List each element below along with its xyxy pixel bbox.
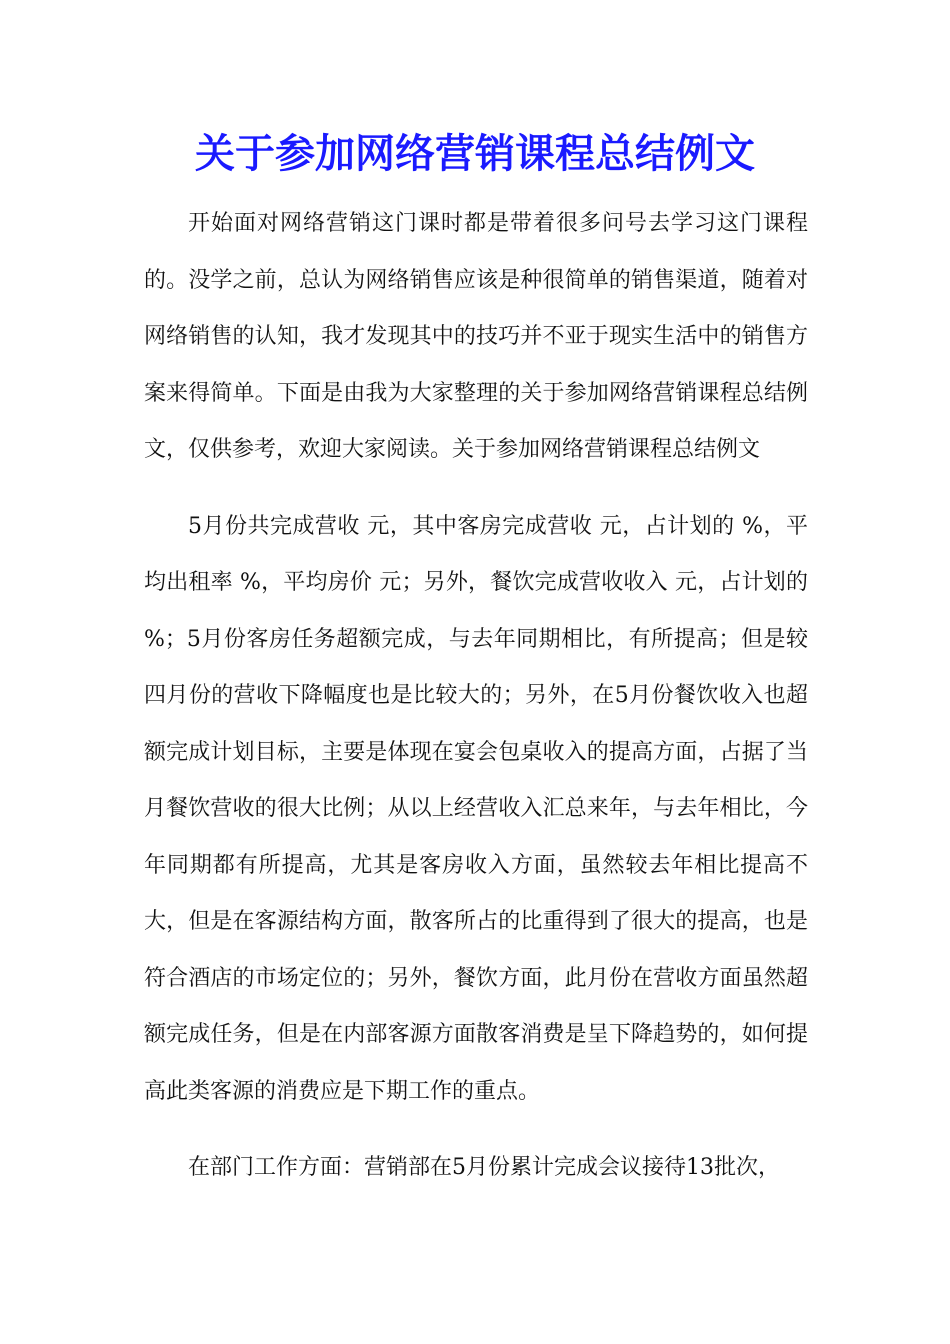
document-body [144, 196, 808, 1217]
paragraph-department: 在部门工作方面：营销部在5月份累计完成会议接待13批次， [188, 1155, 780, 1180]
paragraph-intro: 开始面对网络营销这门课时都是带着很多问号去学习这门课程的。没学之前，总认为网络销售应该是种很简单的销售渠道，随着对网络销售的认知，我才发现其中的技巧并不亚于现实生活中的销售方案来得简单。下面是由我为大家整理的关于参加网络营销课程总结例文，仅供参考，欢迎大家阅读。关于参加网络营销课程总结例文 [144, 211, 808, 462]
document-title: 关于参加网络营销课程总结例文 [195, 130, 755, 177]
paragraph-revenue: 5月份共完成营收 元，其中客房完成营收 元，占计划的 %，平均出租率 %，平均房价 元；另外，餐饮完成营收收入 元，占计划的 %；5月份客房任务超额完成，与去年同期相比，有所提高；但是较四月份的营收下降幅度也是比较大的；另外，在5月份餐饮收入也超额完成计划目标，主要是体现在宴会包桌收入的提高方面，占据了当月餐饮营收的很大比例；从以上经营收入汇总来年，与去年相比，今年同期都有所提高，尤其是客房收入方面，虽然较去年相比提高不大，但是在客源结构方面，散客所占的比重得到了很大的提高，也是符合酒店的市场定位的；另外，餐饮方面，此月份在营收方面虽然超额完成任务，但是在内部客源方面散客消费是呈下降趋势的，如何提高此类客源的消费应是下期工作的重点。 [144, 513, 808, 1104]
